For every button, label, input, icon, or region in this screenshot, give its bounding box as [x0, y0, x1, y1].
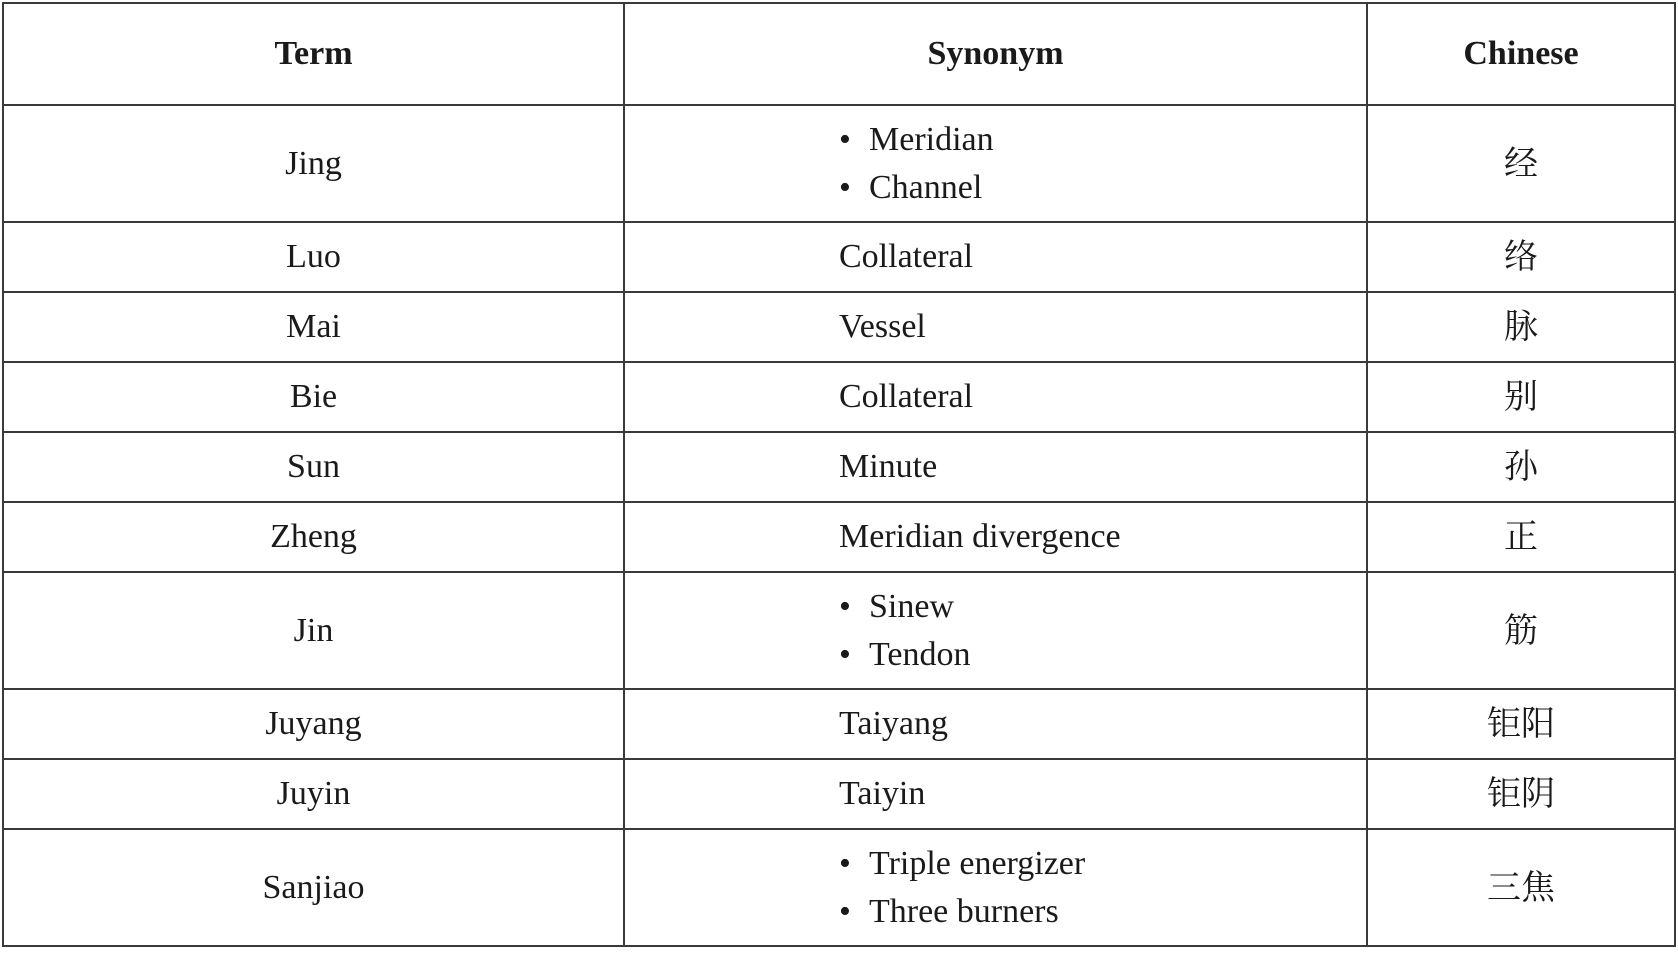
- table-row: [3, 432, 1675, 502]
- term-cell: Juyang: [3, 689, 624, 759]
- synonym-list: [839, 840, 1366, 936]
- chinese-cell: 别: [1367, 362, 1675, 432]
- chinese-cell: 络: [1367, 222, 1675, 292]
- synonym-cell: Taiyin: [624, 759, 1367, 829]
- synonym-item: • Three burners: [839, 888, 1366, 936]
- term-cell: Sun: [3, 432, 624, 502]
- chinese-cell: 经: [1367, 105, 1675, 222]
- synonym-item: • Triple energizer: [839, 840, 1366, 888]
- table-row: [3, 292, 1675, 362]
- terminology-table-container: [2, 2, 1676, 947]
- header-row: [3, 3, 1675, 105]
- synonym-cell: Minute: [624, 432, 1367, 502]
- chinese-cell: 钜阴: [1367, 759, 1675, 829]
- table-row: [3, 829, 1675, 946]
- table-row: [3, 105, 1675, 222]
- terminology-table: [2, 2, 1676, 947]
- table-row: [3, 572, 1675, 689]
- bullet-icon: •: [839, 120, 851, 158]
- synonym-cell: [624, 572, 1367, 689]
- bullet-icon: •: [839, 892, 851, 930]
- table-row: [3, 222, 1675, 292]
- bullet-icon: •: [839, 635, 851, 673]
- table-row: [3, 502, 1675, 572]
- synonym-cell: Taiyang: [624, 689, 1367, 759]
- synonym-cell: [624, 105, 1367, 222]
- term-cell: Jin: [3, 572, 624, 689]
- synonym-item: • Sinew: [839, 583, 1366, 631]
- bullet-icon: •: [839, 587, 851, 625]
- chinese-cell: 脉: [1367, 292, 1675, 362]
- term-cell: Bie: [3, 362, 624, 432]
- bullet-icon: •: [839, 844, 851, 882]
- table-row: [3, 689, 1675, 759]
- header-synonym: Synonym: [624, 3, 1367, 105]
- header-chinese: Chinese: [1367, 3, 1675, 105]
- synonym-list: [839, 583, 1366, 679]
- synonym-cell: Vessel: [624, 292, 1367, 362]
- term-cell: Jing: [3, 105, 624, 222]
- bullet-icon: •: [839, 168, 851, 206]
- chinese-cell: 筋: [1367, 572, 1675, 689]
- chinese-cell: 三焦: [1367, 829, 1675, 946]
- header-term: Term: [3, 3, 624, 105]
- term-cell: Luo: [3, 222, 624, 292]
- synonym-cell: Meridian divergence: [624, 502, 1367, 572]
- synonym-item: • Meridian: [839, 116, 1366, 164]
- synonym-cell: Collateral: [624, 362, 1367, 432]
- chinese-cell: 正: [1367, 502, 1675, 572]
- table-row: [3, 362, 1675, 432]
- synonym-cell: Collateral: [624, 222, 1367, 292]
- chinese-cell: 孙: [1367, 432, 1675, 502]
- term-cell: Sanjiao: [3, 829, 624, 946]
- term-cell: Juyin: [3, 759, 624, 829]
- chinese-cell: 钜阳: [1367, 689, 1675, 759]
- table-row: [3, 759, 1675, 829]
- term-cell: Mai: [3, 292, 624, 362]
- synonym-list: [839, 116, 1366, 212]
- term-cell: Zheng: [3, 502, 624, 572]
- synonym-item: • Channel: [839, 164, 1366, 212]
- synonym-cell: [624, 829, 1367, 946]
- synonym-item: • Tendon: [839, 631, 1366, 679]
